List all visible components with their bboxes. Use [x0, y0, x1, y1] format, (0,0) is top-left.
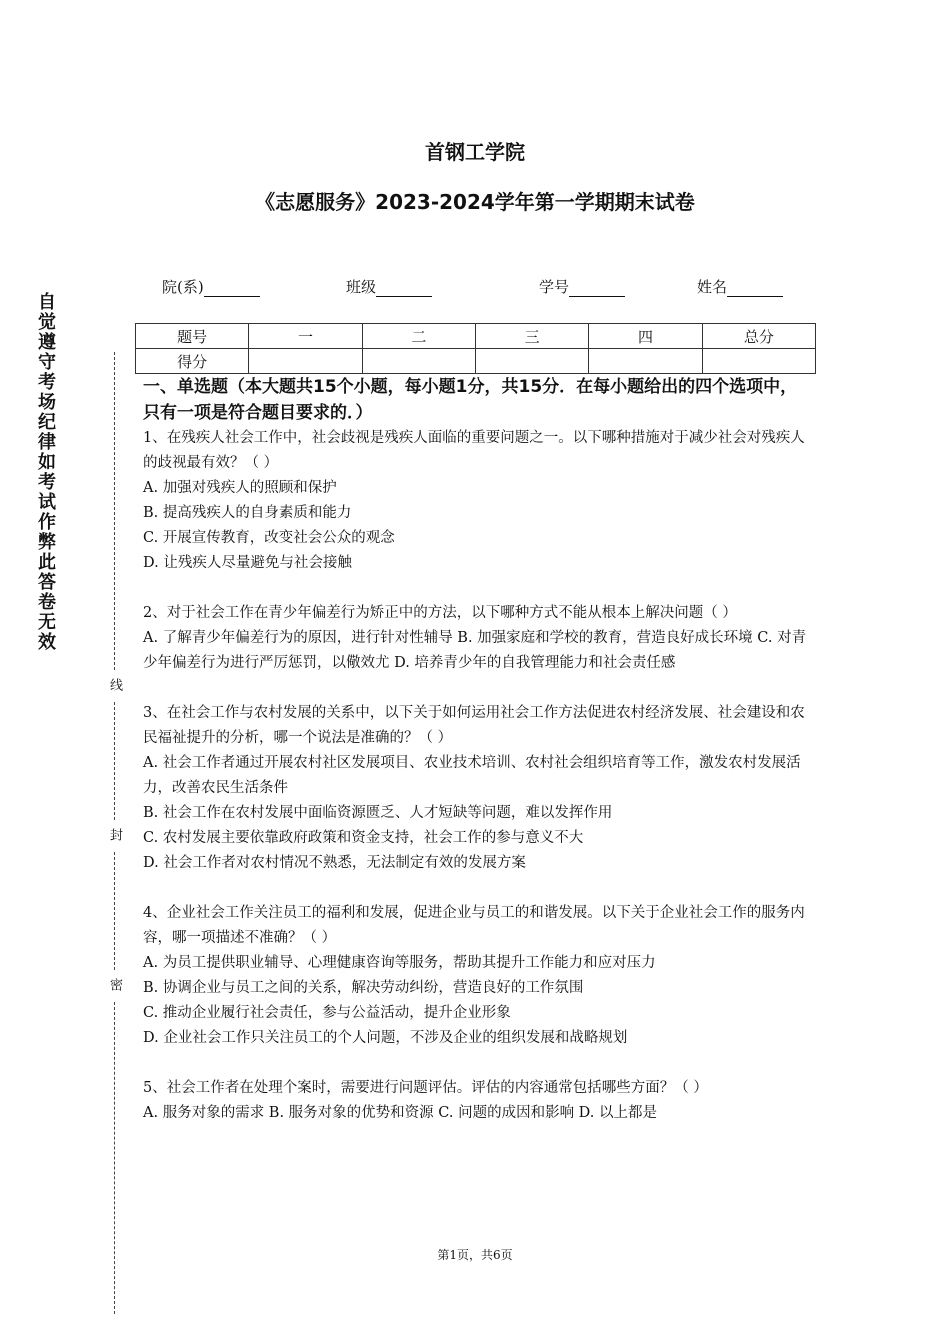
exam-discipline-notice: 自觉遵守考场纪律如考试作弊此答卷无效: [35, 292, 56, 652]
binding-dash-line: [114, 352, 115, 670]
question-option: A. 为员工提供职业辅导、心理健康咨询等服务，帮助其提升工作能力和应对压力: [143, 955, 656, 971]
question-option: D. 社会工作者对农村情况不熟悉，无法制定有效的发展方案: [143, 855, 526, 871]
question-option: A. 了解青少年偏差行为的原因，进行针对性辅导 B. 加强家庭和学校的教育，营造良好成长环境 C. 对青少年偏差行为进行严厉惩罚，以儆效尤 D. 培养青少年的自我管理能力和社会责任感: [143, 630, 807, 671]
binding-dash-line: [114, 702, 115, 820]
binding-mark-seal: 封: [107, 828, 122, 841]
question-option: C. 推动企业履行社会责任，参与公益活动，提升企业形象: [143, 1005, 511, 1021]
score-cell[interactable]: [249, 349, 362, 374]
question-option: D. 企业社会工作只关注员工的个人问题，不涉及企业的组织发展和战略规划: [143, 1030, 628, 1046]
question-5: [143, 1076, 813, 1126]
name-label: 姓名: [697, 278, 728, 296]
question-3: [143, 701, 813, 876]
question-option: C. 农村发展主要依靠政府政策和资金支持，社会工作的参与意义不大: [143, 830, 584, 846]
question-option: A. 加强对残疾人的照顾和保护: [143, 480, 337, 496]
score-cell: 总分: [702, 324, 815, 349]
student-id-blank[interactable]: [569, 280, 625, 297]
binding-dash-line: [114, 1002, 115, 1314]
score-cell: 一: [249, 324, 362, 349]
question-stem: 2、对于社会工作在青少年偏差行为矫正中的方法，以下哪种方式不能从根本上解决问题（ ）: [143, 605, 737, 621]
name-blank[interactable]: [727, 280, 783, 297]
question-option: B. 协调企业与员工之间的关系，解决劳动纠纷，营造良好的工作氛围: [143, 980, 584, 996]
class-label: 班级: [346, 278, 377, 296]
question-1: [143, 426, 813, 576]
score-cell: 得分: [136, 349, 249, 374]
score-cell[interactable]: [475, 349, 588, 374]
student-id-field[interactable]: [539, 276, 625, 297]
score-table-score-row: [136, 349, 816, 374]
section-heading: 一、单选题（本大题共15个小题，每小题1分，共15分．在每小题给出的四个选项中，只有一项是符合题目要求的．）: [143, 377, 798, 423]
question-stem: 4、企业社会工作关注员工的福利和发展，促进企业与员工的和谐发展。以下关于企业社会工作的服务内容，哪一项描述不准确？（ ）: [143, 905, 805, 946]
exam-content: [143, 374, 813, 1151]
department-label: 院(系): [162, 278, 204, 296]
score-cell: 三: [475, 324, 588, 349]
student-id-label: 学号: [539, 278, 570, 296]
department-blank[interactable]: [204, 280, 260, 297]
exam-title: 《志愿服务》2023-2024学年第一学期期末试卷: [255, 190, 695, 214]
question-option: D. 让残疾人尽量避免与社会接触: [143, 555, 352, 571]
question-option: A. 社会工作者通过开展农村社区发展项目、农业技术培训、农村社会组织培育等工作，激发农村发展活力，改善农民生活条件: [143, 755, 801, 796]
class-blank[interactable]: [376, 280, 432, 297]
class-field[interactable]: [346, 276, 432, 297]
question-2: [143, 601, 813, 676]
score-cell[interactable]: [589, 349, 702, 374]
score-cell: 四: [589, 324, 702, 349]
question-option: B. 提高残疾人的自身素质和能力: [143, 505, 352, 521]
binding-dash-line: [114, 852, 115, 970]
score-cell: 二: [362, 324, 475, 349]
score-table-header-row: [136, 324, 816, 349]
question-option: C. 开展宣传教育，改变社会公众的观念: [143, 530, 395, 546]
score-cell[interactable]: [702, 349, 815, 374]
question-stem: 1、在残疾人社会工作中，社会歧视是残疾人面临的重要问题之一。以下哪种措施对于减少社会对残疾人的歧视最有效？（ ）: [143, 430, 805, 471]
student-info-row: [0, 276, 950, 298]
score-cell[interactable]: [362, 349, 475, 374]
question-stem: 5、社会工作者在处理个案时，需要进行问题评估。评估的内容通常包括哪些方面？（ ）: [143, 1080, 708, 1096]
page-number: 第1页，共6页: [437, 1248, 513, 1262]
binding-mark-secret: 密: [107, 978, 122, 991]
question-option: B. 社会工作在农村发展中面临资源匮乏、人才短缺等问题，难以发挥作用: [143, 805, 613, 821]
score-table: [135, 323, 816, 374]
department-field[interactable]: [162, 276, 260, 297]
school-title: 首钢工学院: [425, 140, 525, 164]
question-4: [143, 901, 813, 1051]
name-field[interactable]: [697, 276, 783, 297]
binding-mark-line: 线: [107, 678, 122, 691]
score-cell: 题号: [136, 324, 249, 349]
question-option: A. 服务对象的需求 B. 服务对象的优势和资源 C. 问题的成因和影响 D. 以上都是: [143, 1105, 658, 1121]
question-stem: 3、在社会工作与农村发展的关系中，以下关于如何运用社会工作方法促进农村经济发展、社会建设和农民福祉提升的分析，哪一个说法是准确的？（ ）: [143, 705, 805, 746]
